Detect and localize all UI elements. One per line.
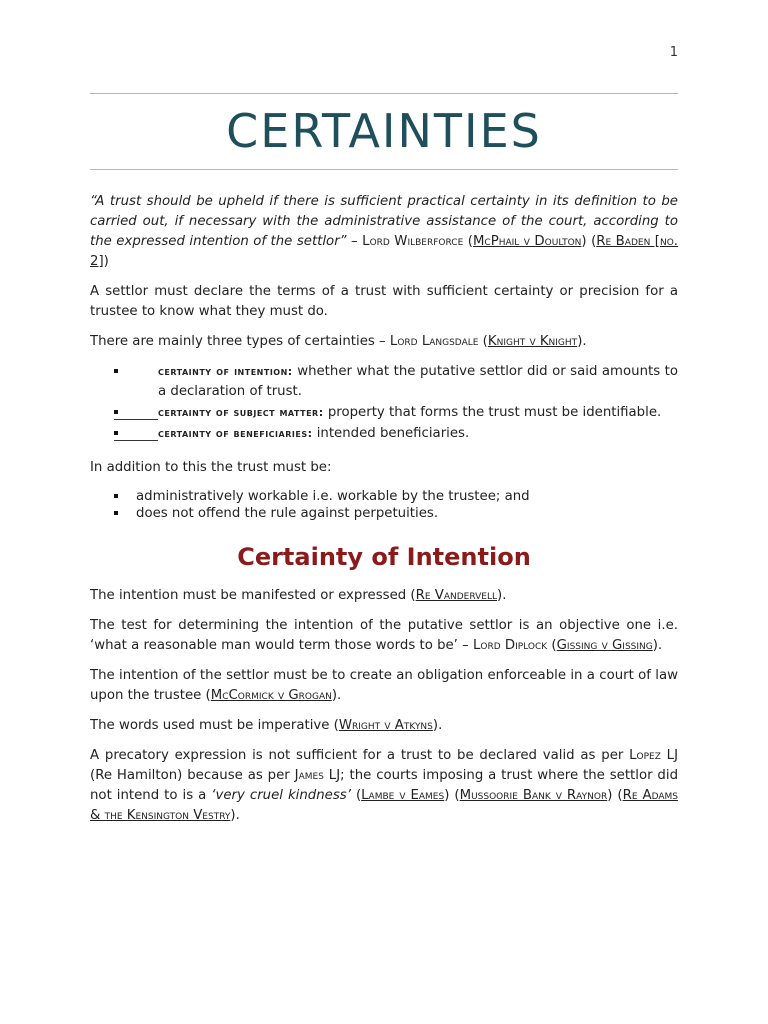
section-heading: Certainty of Intention (237, 543, 531, 571)
requirements-list (90, 488, 678, 522)
case-citation: McCormick v Grogan (210, 688, 332, 703)
certainty-label: certainty of intention: (158, 365, 293, 378)
document-body (90, 192, 678, 836)
list-item (90, 424, 678, 444)
bullet-square-icon (114, 410, 118, 414)
certainty-text: intended beneficiaries. (312, 426, 470, 441)
intention-paragraph-3 (90, 666, 678, 706)
case-citation: Knight v Knight (487, 334, 578, 349)
para-text: The intention of the settlor must be to create an obligation enforceable in a court of law upon the trustee ( (90, 668, 678, 703)
list-item (90, 505, 678, 522)
judge-name: James LJ (294, 768, 341, 783)
punct: ). (652, 638, 663, 653)
intention-paragraph-4 (90, 716, 678, 736)
case-citation: Re Baden [no. 2] (90, 234, 679, 269)
quote-text: ‘very cruel kindness’ (211, 788, 351, 803)
punct: ) ( (444, 788, 460, 803)
title-rule-bottom (90, 169, 678, 170)
punct: ). (331, 688, 342, 703)
judge-name: Lopez LJ (629, 748, 679, 763)
document-title: CERTAINTIES (226, 104, 542, 158)
punct: ( (350, 788, 362, 803)
case-citation: McPhail v Doulton (472, 234, 582, 249)
punct: ) ( (581, 234, 597, 249)
case-citation: Re Vandervell (415, 588, 497, 603)
tab-underline (114, 440, 158, 441)
quote-text: “A trust should be upheld if there is sufficient practical certainty in its definition to be carried out, if necessary with the administrative assistance of the court, according to the expressed intention of the settlor” (90, 194, 678, 249)
judge-name: Lord Diplock (473, 638, 548, 653)
punct: ( (463, 234, 473, 249)
intention-paragraph-2 (90, 616, 678, 656)
addition-paragraph: In addition to this the trust must be: (90, 460, 332, 475)
punct: ). (577, 334, 587, 349)
types-text: There are mainly three types of certainties – (90, 334, 390, 349)
bullet-square-icon (114, 369, 118, 373)
para-text: (Re Hamilton) because as per (90, 768, 295, 783)
types-paragraph (90, 332, 678, 352)
list-item (90, 362, 678, 402)
judge-name: Lord Wilberforce (362, 234, 464, 249)
punct: ) ( (607, 788, 623, 803)
tab-underline (114, 419, 158, 420)
requirement-text: does not offend the rule against perpetuities. (136, 506, 439, 521)
para-text: The test for determining the intention of the putative settlor is an objective one i.e. ‘what a reasonable man would term those words to be’ – (90, 618, 678, 653)
title-rule-top (90, 93, 678, 94)
intention-paragraph-1 (90, 586, 678, 606)
certainty-types-list (90, 362, 678, 444)
punct: ) (103, 254, 109, 269)
punct: ). (230, 808, 240, 823)
para-text: The words used must be imperative ( (90, 718, 339, 733)
punct: ). (432, 718, 443, 733)
list-item (90, 488, 678, 505)
list-item (90, 403, 678, 423)
certainty-label: certainty of subject matter: (158, 406, 324, 419)
para-text: A precatory expression is not sufficient for a trust to be declared valid as per (90, 748, 630, 763)
punct: ). (497, 588, 507, 603)
case-citation: Mussoorie Bank v Raynor (459, 788, 608, 803)
certainty-text: property that forms the trust must be identifiable. (323, 405, 662, 420)
punct: ( (478, 334, 488, 349)
certainty-label: certainty of beneficiaries: (158, 427, 313, 440)
requirement-text: administratively workable i.e. workable by the trustee; and (136, 489, 530, 504)
certainty-text: whether what the putative settlor did or said amounts to a declaration of trust. (158, 364, 678, 399)
case-citation: Lambe v Eames (361, 788, 445, 803)
intention-paragraph-5 (90, 746, 678, 826)
case-citation: Re Adams & the Kensington Vestry (90, 788, 679, 823)
opening-quote (90, 192, 678, 272)
settlor-paragraph: A settlor must declare the terms of a trust with sufficient certainty or precision for a trustee to know what they must do. (90, 284, 678, 319)
bullet-square-icon (114, 494, 118, 498)
judge-name: Lord Langsdale (389, 334, 479, 349)
case-citation: Wright v Atkyns (338, 718, 433, 733)
quote-dash: – (351, 234, 363, 249)
case-citation: Gissing v Gissing (556, 638, 653, 653)
bullet-square-icon (114, 511, 118, 515)
para-text: The intention must be manifested or expressed ( (90, 588, 416, 603)
punct: ( (547, 638, 557, 653)
para-text: ; the courts imposing a trust where the settlor did not intend to is a (90, 768, 679, 803)
bullet-square-icon (114, 431, 118, 435)
page-number: 1 (669, 45, 678, 60)
